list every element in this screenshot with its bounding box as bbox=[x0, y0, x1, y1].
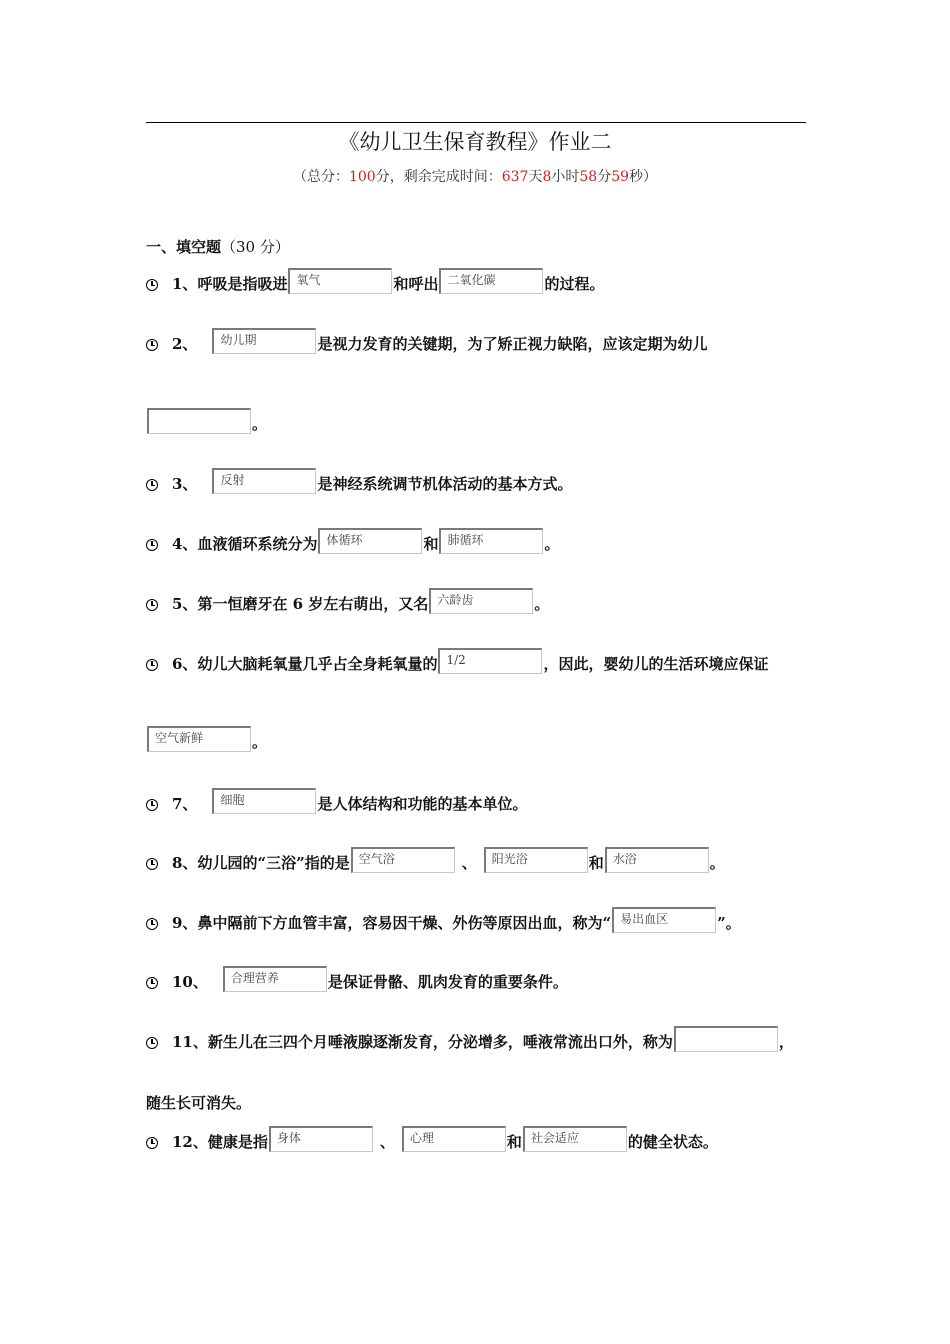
answer-field[interactable]: 体循环 bbox=[318, 528, 422, 554]
answer-field[interactable]: 1/2 bbox=[438, 648, 542, 674]
question-6-cont bbox=[146, 726, 267, 752]
section-heading bbox=[146, 236, 290, 257]
section-label: 一、填空题 bbox=[146, 238, 222, 256]
answer-field[interactable]: 氧气 bbox=[288, 268, 392, 294]
question-1 bbox=[146, 268, 604, 294]
question-number: 9、 bbox=[172, 914, 198, 932]
question-2-cont bbox=[146, 408, 267, 434]
timer-seconds: 59 bbox=[611, 169, 630, 185]
clock-icon bbox=[146, 1137, 158, 1149]
timer-minutes: 58 bbox=[579, 169, 598, 185]
question-text: 和 bbox=[423, 535, 439, 553]
question-text: 呼吸是指吸进 bbox=[197, 275, 288, 293]
days-unit: 天 bbox=[528, 169, 543, 185]
answer-field[interactable]: 幼儿期 bbox=[212, 328, 316, 354]
question-text: ，因此，婴幼儿的生活环境应保证 bbox=[543, 655, 769, 673]
answer-field[interactable]: 易出血区 bbox=[612, 907, 716, 933]
answer-field[interactable]: 肺循环 bbox=[439, 528, 543, 554]
question-text: 是人体结构和功能的基本单位。 bbox=[317, 795, 528, 813]
question-number: 1、 bbox=[172, 275, 198, 293]
subtitle-open: （总分： bbox=[292, 169, 349, 185]
timer-hours: 8 bbox=[542, 169, 552, 185]
question-text: 、 bbox=[379, 1133, 395, 1151]
question-number: 7、 bbox=[172, 795, 198, 813]
question-number: 8、 bbox=[172, 854, 198, 872]
question-text: 幼儿大脑耗氧量几乎占全身耗氧量的 bbox=[197, 655, 438, 673]
question-text: 、 bbox=[461, 854, 477, 872]
answer-field[interactable]: 阳光浴 bbox=[484, 847, 588, 873]
question-5 bbox=[146, 588, 549, 614]
question-3 bbox=[146, 468, 572, 494]
question-10 bbox=[146, 966, 568, 992]
answer-field[interactable]: 社会适应 bbox=[523, 1126, 627, 1152]
clock-icon bbox=[146, 599, 158, 611]
question-text: 。 bbox=[534, 595, 550, 613]
clock-icon bbox=[146, 279, 158, 291]
answer-field[interactable]: 身体 bbox=[269, 1126, 373, 1152]
question-6 bbox=[146, 648, 768, 674]
minutes-unit: 分 bbox=[597, 169, 612, 185]
clock-icon bbox=[146, 977, 158, 989]
clock-icon bbox=[146, 539, 158, 551]
question-4 bbox=[146, 528, 559, 554]
question-text: 的健全状态。 bbox=[627, 1133, 718, 1151]
question-text: 的过程。 bbox=[544, 275, 605, 293]
question-text: 。 bbox=[544, 535, 560, 553]
clock-icon bbox=[146, 1037, 158, 1049]
question-text: 新生儿在三四个月唾液腺逐渐发育，分泌增多，唾液常流出口外，称为 bbox=[207, 1033, 673, 1051]
question-text: ， bbox=[778, 1033, 794, 1051]
section-points: （30 分） bbox=[221, 238, 290, 256]
clock-icon bbox=[146, 799, 158, 811]
page-title: 《幼儿卫生保育教程》作业二 bbox=[338, 130, 612, 154]
question-11-cont bbox=[146, 1092, 251, 1113]
clock-icon bbox=[146, 918, 158, 930]
question-number: 3、 bbox=[172, 475, 198, 493]
question-text: 和 bbox=[506, 1133, 522, 1151]
question-8 bbox=[146, 847, 725, 873]
question-text: ”。 bbox=[717, 914, 741, 932]
hours-unit: 小时 bbox=[551, 169, 580, 185]
question-text: 和呼出 bbox=[393, 275, 439, 293]
question-text: 。 bbox=[252, 733, 268, 751]
question-11 bbox=[146, 1026, 794, 1052]
question-number: 12、 bbox=[172, 1133, 208, 1151]
question-text: 。 bbox=[252, 415, 268, 433]
question-text: 是神经系统调节机体活动的基本方式。 bbox=[317, 475, 573, 493]
clock-icon bbox=[146, 339, 158, 351]
clock-icon bbox=[146, 659, 158, 671]
question-text: 健康是指 bbox=[207, 1133, 268, 1151]
question-number: 10、 bbox=[172, 973, 208, 991]
answer-field[interactable]: 空气新鲜 bbox=[147, 726, 251, 752]
answer-field[interactable]: 细胞 bbox=[212, 788, 316, 814]
question-text: 第一恒磨牙在 6 岁左右萌出，又名 bbox=[197, 595, 429, 613]
answer-field[interactable]: 空气浴 bbox=[351, 847, 455, 873]
question-7 bbox=[146, 788, 527, 814]
question-number: 11、 bbox=[172, 1033, 208, 1051]
answer-field[interactable] bbox=[147, 408, 251, 434]
question-number: 6、 bbox=[172, 655, 198, 673]
answer-field[interactable] bbox=[674, 1026, 778, 1052]
question-text: 鼻中隔前下方血管丰富，容易因干燥、外伤等原因出血，称为“ bbox=[197, 914, 612, 932]
question-text: 和 bbox=[588, 854, 604, 872]
subtitle-mid: 分，剩余完成时间： bbox=[375, 169, 502, 185]
question-text: 。 bbox=[709, 854, 725, 872]
total-score: 100 bbox=[348, 169, 376, 185]
timer-days: 637 bbox=[501, 169, 529, 185]
question-12 bbox=[146, 1126, 718, 1152]
question-9 bbox=[146, 907, 741, 933]
clock-icon bbox=[146, 858, 158, 870]
answer-field[interactable]: 六龄齿 bbox=[429, 588, 533, 614]
question-text: 是保证骨骼、肌肉发育的重要条件。 bbox=[327, 973, 568, 991]
answer-field[interactable]: 心理 bbox=[402, 1126, 506, 1152]
question-number: 2、 bbox=[172, 335, 198, 353]
score-timer bbox=[0, 166, 950, 186]
seconds-unit: 秒） bbox=[629, 169, 658, 185]
question-2 bbox=[146, 328, 707, 354]
question-text: 随生长可消失。 bbox=[146, 1094, 252, 1112]
answer-field[interactable]: 合理营养 bbox=[223, 966, 327, 992]
answer-field[interactable]: 反射 bbox=[212, 468, 316, 494]
answer-field[interactable]: 二氧化碳 bbox=[439, 268, 543, 294]
question-text: 血液循环系统分为 bbox=[197, 535, 318, 553]
header-rule bbox=[146, 122, 806, 123]
question-text: 是视力发育的关键期，为了矫正视力缺陷，应该定期为幼儿 bbox=[317, 335, 708, 353]
question-text: 幼儿园的“三浴”指的是 bbox=[197, 854, 350, 872]
question-number: 5、 bbox=[172, 595, 198, 613]
answer-field[interactable]: 水浴 bbox=[605, 847, 709, 873]
clock-icon bbox=[146, 479, 158, 491]
question-number: 4、 bbox=[172, 535, 198, 553]
